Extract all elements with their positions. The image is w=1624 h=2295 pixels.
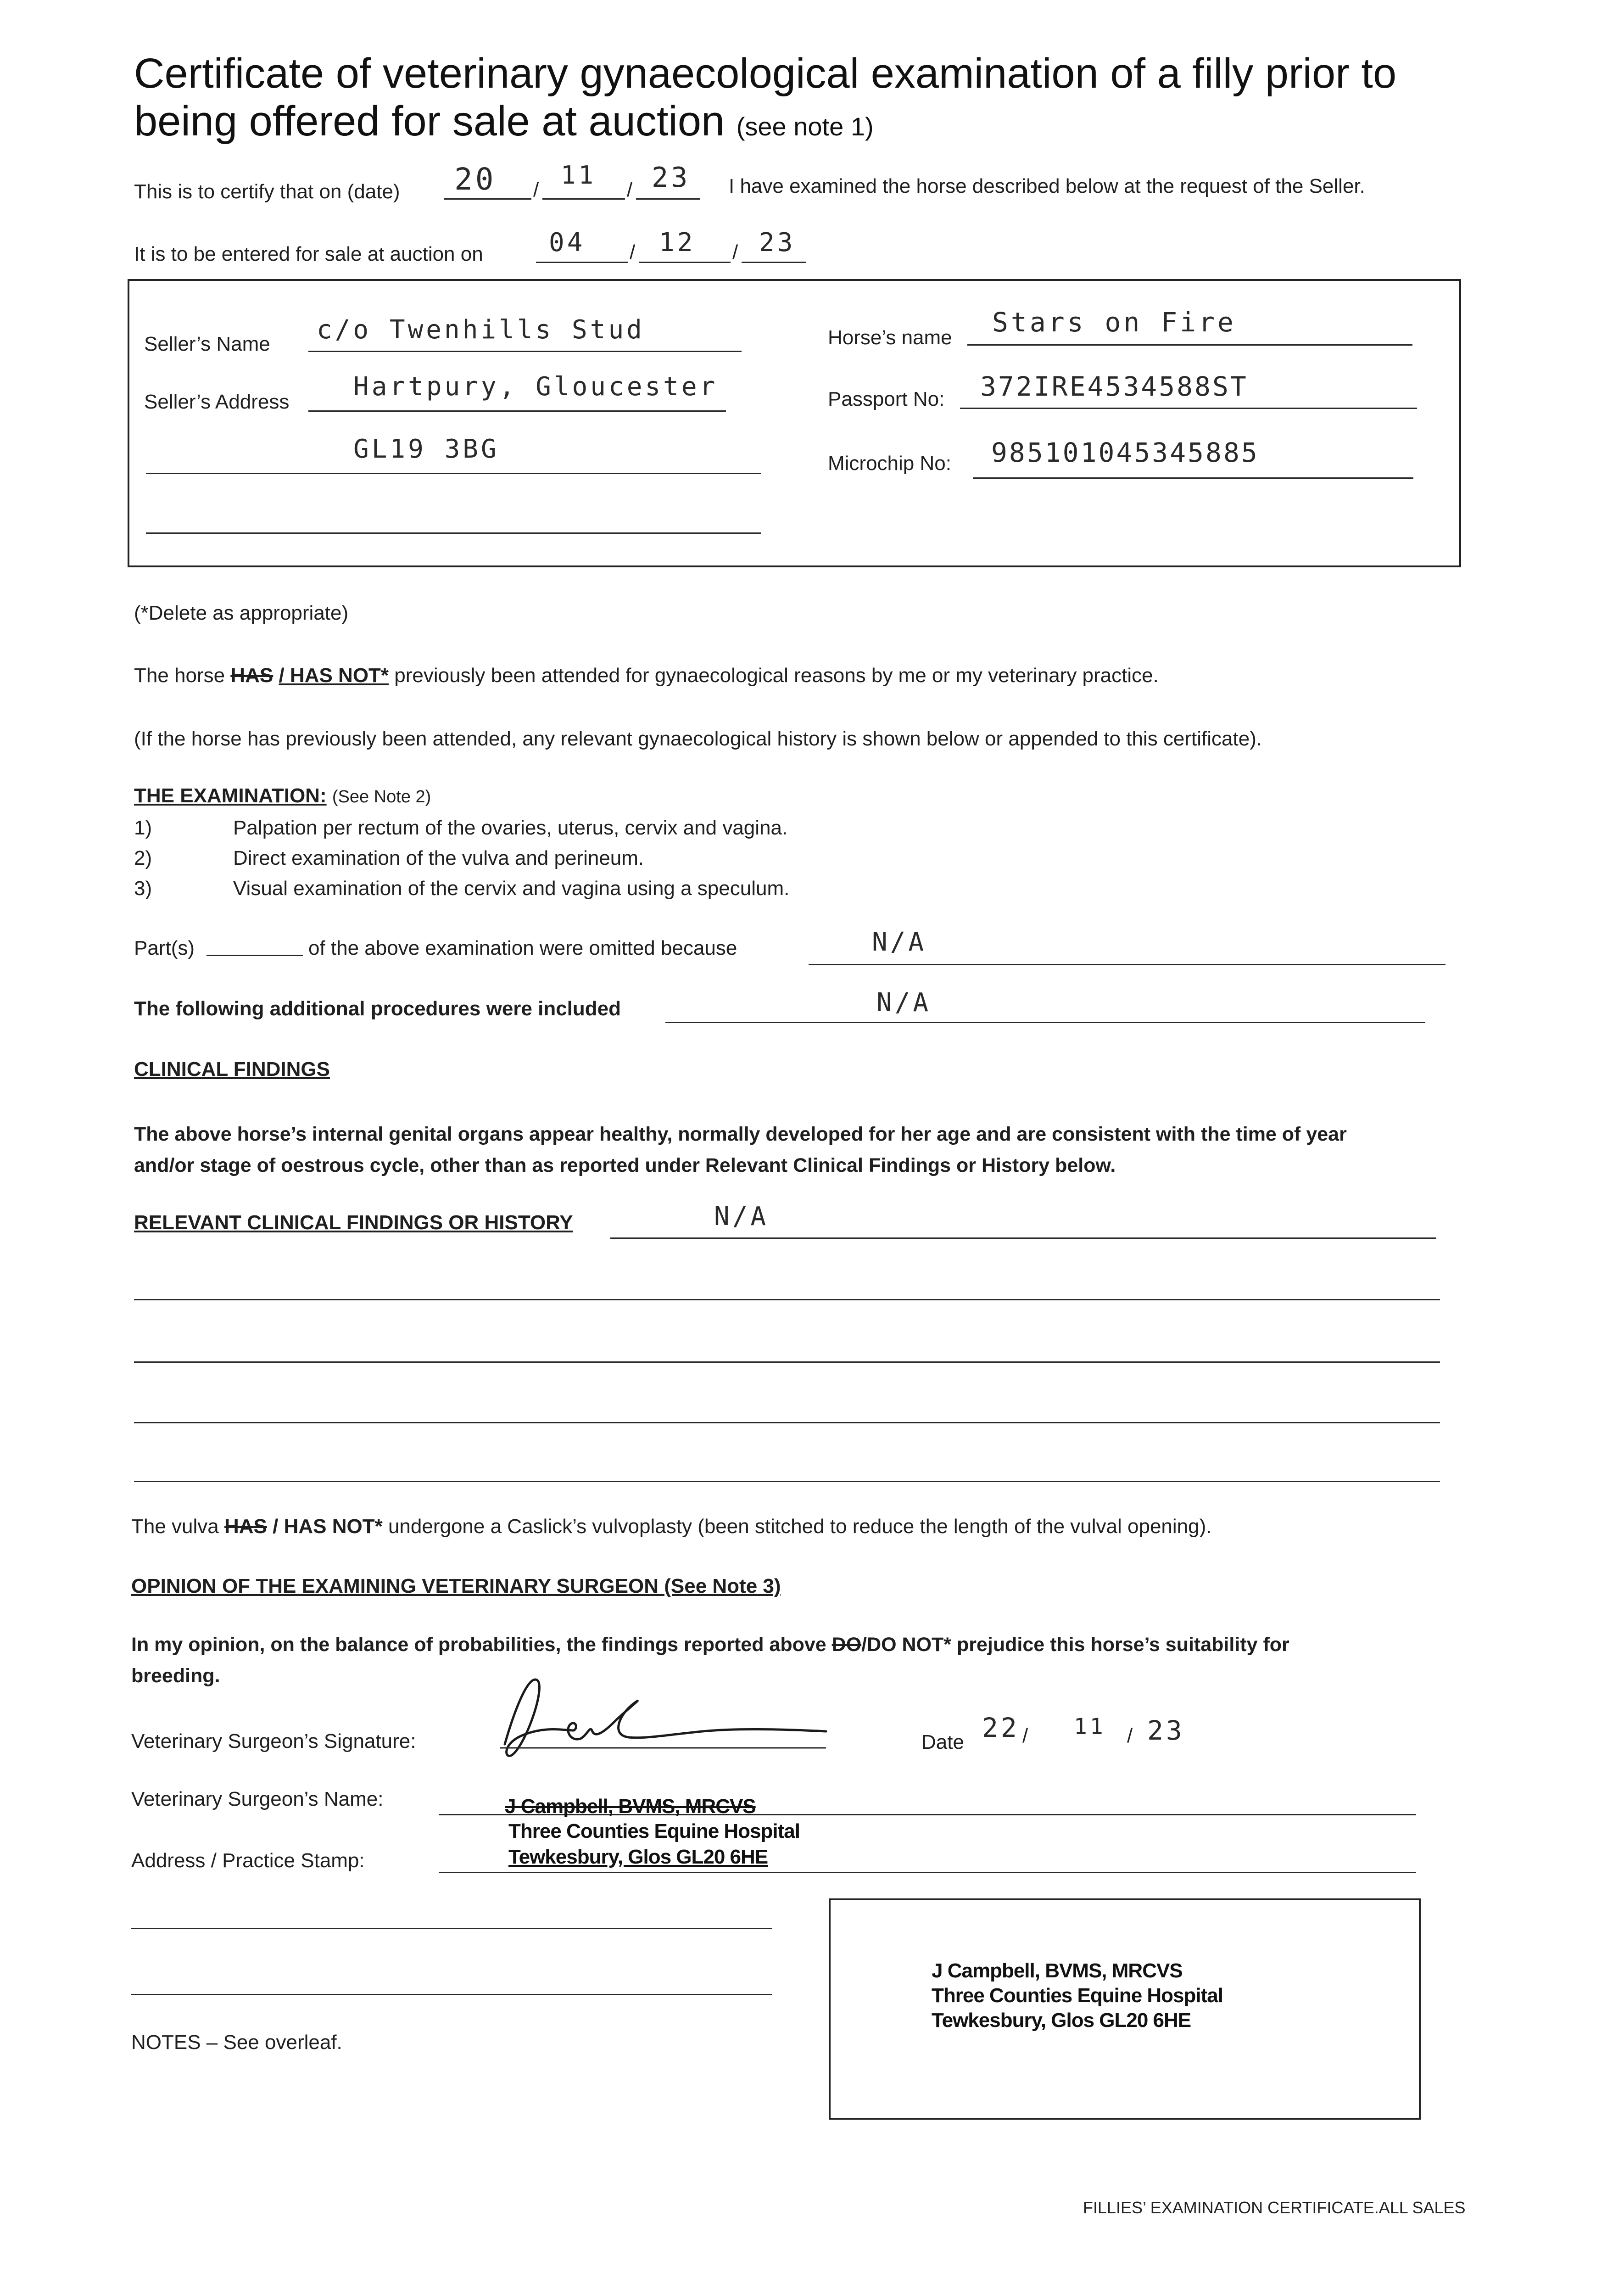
sale-year[interactable]: 23: [759, 228, 796, 257]
signature-label: Veterinary Surgeon’s Signature:: [131, 1730, 416, 1752]
signature-mark[interactable]: [496, 1662, 835, 1772]
clinical-heading: CLINICAL FINDINGS: [134, 1058, 330, 1080]
opinion-heading: OPINION OF THE EXAMINING VETERINARY SURGEON (See Note 3): [131, 1575, 781, 1597]
exam-item: Palpation per rectum of the ovaries, uterus, cervix and vagina.: [233, 817, 788, 839]
exam-item: Direct examination of the vulva and perineum.: [233, 847, 644, 869]
exam-item: Visual examination of the cervix and vagina using a speculum.: [233, 877, 790, 900]
additional-value[interactable]: N/A: [876, 988, 932, 1018]
page-title-line2: being offered for sale at auction (see note 1): [134, 98, 874, 145]
stamp-box-line2: Three Counties Equine Hospital: [932, 1984, 1223, 2007]
practice-stamp-label: Address / Practice Stamp:: [131, 1849, 365, 1872]
opinion-line2: breeding.: [131, 1665, 220, 1687]
stamp-box-line1: J Campbell, BVMS, MRCVS: [932, 1959, 1183, 1982]
certify-month[interactable]: 11: [561, 161, 597, 190]
vulva-has-struck: HAS: [224, 1515, 267, 1538]
horse-name-label: Horse’s name: [828, 326, 952, 349]
additional-label: The following additional procedures were included: [134, 997, 621, 1020]
delete-note: (*Delete as appropriate): [134, 602, 349, 624]
opinion-do-struck: DO: [832, 1634, 862, 1656]
certify-prefix: This is to certify that on (date): [134, 180, 400, 203]
omitted-middle: of the above examination were omitted because: [308, 937, 737, 959]
exam-item-num: 2): [134, 847, 152, 869]
certify-suffix: I have examined the horse described below at the request of the Seller.: [729, 175, 1365, 197]
seller-address-label: Seller’s Address: [144, 391, 290, 413]
passport-label: Passport No:: [828, 388, 945, 410]
sign-date-day[interactable]: 22: [982, 1712, 1020, 1743]
attended-has-struck: HAS: [230, 664, 273, 687]
passport-value[interactable]: 372IRE4534588ST: [980, 371, 1248, 402]
clinical-statement-line1: The above horse’s internal genital organs appear healthy, normally developed for her age and are consistent with the time of year: [134, 1123, 1347, 1145]
exam-item-num: 1): [134, 817, 152, 839]
microchip-value[interactable]: 985101045345885: [991, 437, 1259, 468]
relevant-value[interactable]: N/A: [714, 1202, 769, 1231]
microchip-label: Microchip No:: [828, 452, 951, 475]
certify-day[interactable]: 20: [454, 162, 497, 197]
title-note: (see note 1): [736, 112, 874, 141]
vulva-statement: The vulva HAS / HAS NOT* undergone a Caslick’s vulvoplasty (been stitched to reduce the length of the vulval opening).: [131, 1515, 1212, 1538]
seller-address-line1[interactable]: Hartpury, Gloucester: [353, 372, 718, 402]
surgeon-name-label: Veterinary Surgeon’s Name:: [131, 1788, 384, 1810]
examination-heading: THE EXAMINATION: (See Note 2): [134, 784, 431, 807]
date-label: Date: [921, 1731, 964, 1753]
sale-month[interactable]: 12: [659, 228, 696, 257]
relevant-heading: RELEVANT CLINICAL FINDINGS OR HISTORY: [134, 1211, 573, 1234]
seller-address-line2[interactable]: GL19 3BG: [353, 434, 499, 464]
sale-day[interactable]: 04: [549, 228, 586, 257]
stamp-address: Tewkesbury, Glos GL20 6HE: [508, 1846, 768, 1868]
sale-prefix: It is to be entered for sale at auction on: [134, 243, 483, 265]
notes-text: NOTES – See overleaf.: [131, 2031, 342, 2054]
attended-has-not: / HAS NOT*: [279, 664, 389, 687]
vulva-has-not: / HAS NOT*: [273, 1515, 383, 1538]
certify-year[interactable]: 23: [652, 162, 691, 194]
footer-text: FILLIES’ EXAMINATION CERTIFICATE.ALL SALES: [1083, 2198, 1466, 2217]
history-note: (If the horse has previously been attended, any relevant gynaecological history is shown below or appended to this certificate).: [134, 728, 1262, 750]
sign-date-year[interactable]: 23: [1147, 1715, 1185, 1746]
omitted-prefix: Part(s): [134, 937, 195, 959]
seller-name-value[interactable]: c/o Twenhills Stud: [317, 315, 645, 345]
page-title-line1: Certificate of veterinary gynaecological examination of a filly prior to: [134, 50, 1397, 97]
omitted-value[interactable]: N/A: [872, 927, 927, 957]
stamp-hospital: Three Counties Equine Hospital: [508, 1820, 800, 1842]
exam-item-num: 3): [134, 877, 152, 900]
sign-date-month[interactable]: 11: [1074, 1714, 1106, 1740]
seller-name-label: Seller’s Name: [144, 333, 270, 355]
stamp-box-line3: Tewkesbury, Glos GL20 6HE: [932, 2009, 1191, 2032]
horse-name-value[interactable]: Stars on Fire: [992, 307, 1236, 338]
stamp-name: J Campbell, BVMS, MRCVS: [505, 1795, 756, 1818]
opinion-line1: In my opinion, on the balance of probabilities, the findings reported above DO/DO NOT* prejudice this horse’s suitability for: [131, 1634, 1289, 1656]
clinical-statement-line2: and/or stage of oestrous cycle, other than as reported under Relevant Clinical Findings or History below.: [134, 1154, 1116, 1176]
attended-statement: The horse HAS / HAS NOT* previously been attended for gynaecological reasons by me or my veterinary practice.: [134, 664, 1159, 687]
